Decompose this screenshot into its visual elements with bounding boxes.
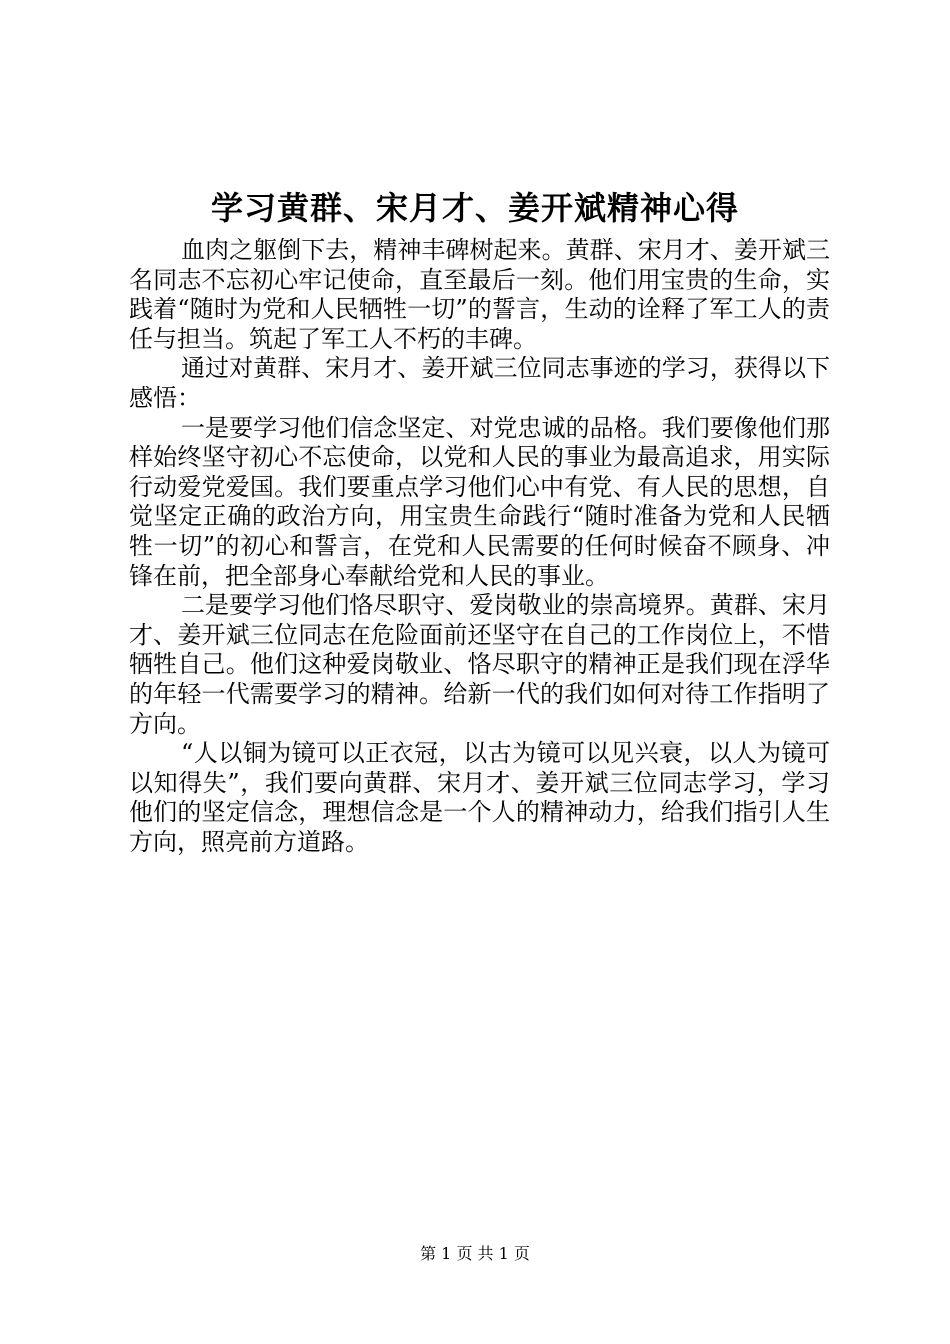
document-title: 学习黄群、宋月才、姜开斌精神心得 <box>210 189 739 227</box>
page-footer: 第 1 页 共 1 页 <box>420 1244 530 1263</box>
paragraph-1: 血肉之躯倒下去，精神丰碑树起来。黄群、宋月才、姜开斌三名同志不忘初心牢记使命，直至最后一刻。他们用宝贵的生命，实践着“随时为党和人民牺牲一切”的誓言，生动的诠释了军工人的责任与担当。筑起了军工人不朽的丰碑。 <box>129 236 830 353</box>
document-body <box>129 236 830 857</box>
paragraph-2: 通过对黄群、宋月才、姜开斌三位同志事迹的学习，获得以下感悟： <box>129 354 830 412</box>
paragraph-4: 二是要学习他们恪尽职守、爱岗敬业的崇高境界。黄群、宋月才、姜开斌三位同志在危险面前还坚守在自己的工作岗位上，不惜牺牲自己。他们这种爱岗敬业、恪尽职守的精神正是我们现在浮华的年轻一代需要学习的精神。给新一代的我们如何对待工作指明了方向。 <box>129 591 830 738</box>
paragraph-3: 一是要学习他们信念坚定、对党忠诚的品格。我们要像他们那样始终坚守初心不忘使命，以党和人民的事业为最高追求，用实际行动爱党爱国。我们要重点学习他们心中有党、有人民的思想，自觉坚定正确的政治方向，用宝贵生命践行“随时准备为党和人民牺牲一切”的初心和誓言，在党和人民需要的任何时候奋不顾身、冲锋在前，把全部身心奉献给党和人民的事业。 <box>129 413 830 590</box>
paragraph-5: “人以铜为镜可以正衣冠，以古为镜可以见兴衰，以人为镜可以知得失”，我们要向黄群、宋月才、姜开斌三位同志学习，学习他们的坚定信念，理想信念是一个人的精神动力，给我们指引人生方向，照亮前方道路。 <box>129 739 830 856</box>
